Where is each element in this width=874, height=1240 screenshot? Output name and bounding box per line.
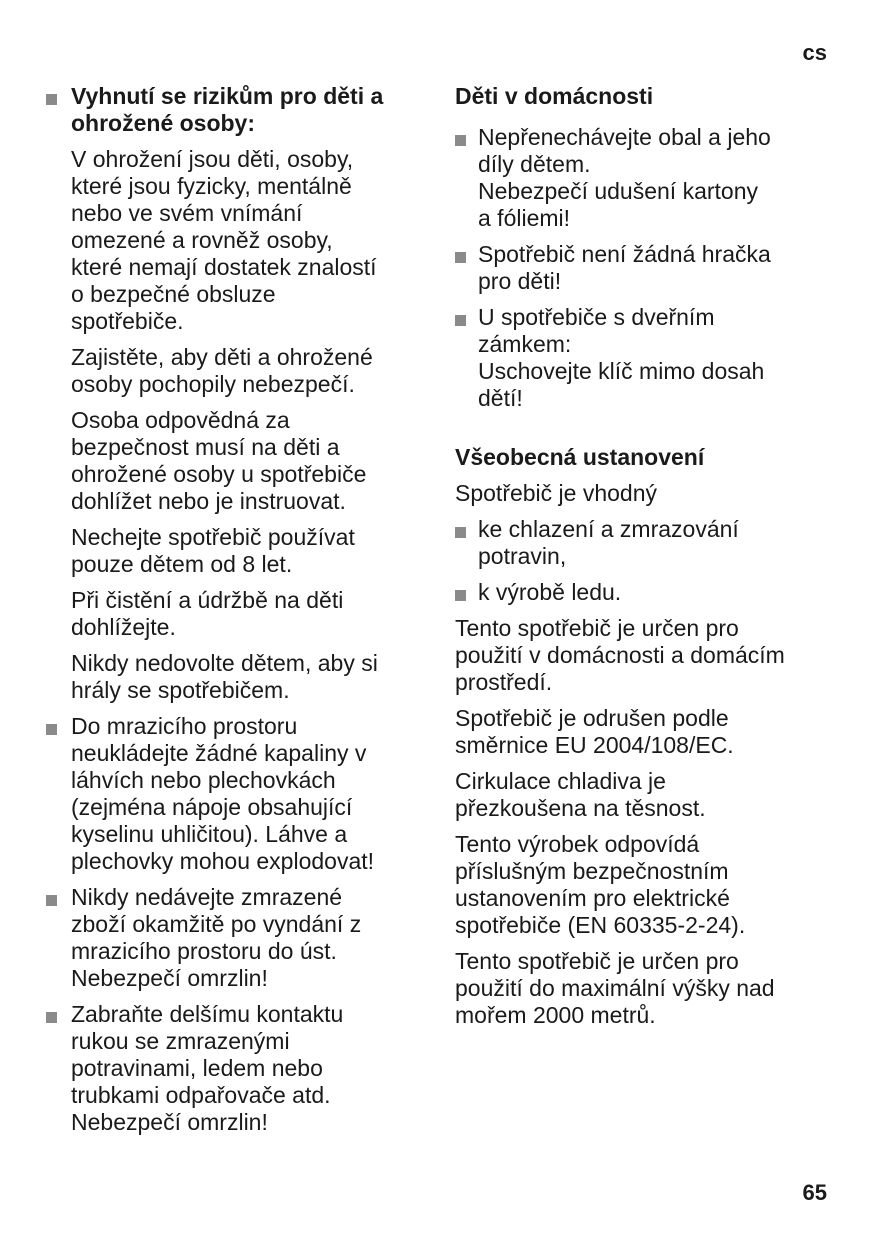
bullet-square-icon	[46, 1012, 57, 1023]
bullet-square-icon	[455, 590, 466, 601]
section-heading-children: Děti v domácnosti	[455, 83, 654, 109]
list-item: ke chlazení a zmrazování potravin,	[455, 516, 835, 570]
list-item-liquids	[44, 713, 424, 875]
list-item-frozen-goods	[44, 884, 424, 992]
intro-text: Spotřebič je vhodný	[455, 480, 658, 506]
paragraph: V ohrožení jsou děti, osoby, které jsou fyzicky, mentálně nebo ve svém vnímání omezené a rovněž osoby, které nemají dostatek znalostí o bezpečné obsluze spotřebiče.	[71, 146, 377, 334]
bullet-square-icon	[46, 724, 57, 735]
list-item: Spotřebič není žádná hračka pro děti!	[455, 241, 835, 295]
bullet-square-icon	[455, 527, 466, 538]
paragraph: Do mrazicího prostoru neukládejte žádné kapaliny v láhvích nebo plechovkách (zejména nápoje obsahující kyselinu uhličitou). Láhve a plechovky mohou explodovat!	[71, 713, 375, 874]
paragraph: Zabraňte delšímu kontaktu rukou se zmrazenými potravinami, ledem nebo trubkami odpařovače atd. Nebezpečí omrzlin!	[71, 1001, 344, 1135]
page-number: 65	[802, 1180, 827, 1205]
bullet-square-icon	[455, 315, 466, 326]
bullet-square-icon	[455, 252, 466, 263]
bullet-square-icon	[455, 135, 466, 146]
paragraph: Zajistěte, aby děti a ohrožené osoby pochopily nebezpečí.	[71, 344, 373, 397]
paragraph: Při čistění a údržbě na děti dohlížejte.	[71, 587, 344, 640]
paragraph: Cirkulace chladiva je přezkoušena na těsnost.	[455, 768, 706, 821]
paragraph: Nikdy nedovolte dětem, aby si hrály se spotřebičem.	[71, 650, 378, 703]
left-column	[44, 83, 424, 1145]
section-heading-general: Všeobecná ustanovení	[455, 444, 705, 470]
list-item-children-risk	[44, 83, 424, 704]
right-column	[455, 83, 835, 1038]
list-item-contact	[44, 1001, 424, 1136]
list-item: U spotřebiče s dveřním zámkem: Uschovejte klíč mimo dosah dětí!	[455, 304, 835, 412]
paragraph: Tento spotřebič je určen pro použití do maximální výšky nad mořem 2000 metrů.	[455, 948, 775, 1028]
paragraph: Tento spotřebič je určen pro použití v domácnosti a domácím prostředí.	[455, 615, 785, 695]
paragraph: Spotřebič je odrušen podle směrnice EU 2004/108/EC.	[455, 705, 734, 758]
language-code: cs	[802, 40, 827, 65]
paragraph: Osoba odpovědná za bezpečnost musí na děti a ohrožené osoby u spotřebiče dohlížet nebo je instruovat.	[71, 407, 367, 514]
paragraph: Nikdy nedávejte zmrazené zboží okamžitě po vyndání z mrazicího prostoru do úst. Nebezpečí omrzlin!	[71, 884, 362, 991]
bullet-square-icon	[46, 94, 57, 105]
item-title: Vyhnutí se rizikům pro děti a ohrožené osoby:	[71, 83, 384, 136]
paragraph: Tento výrobek odpovídá příslušným bezpečnostním ustanovením pro elektrické spotřebiče (EN 60335-2-24).	[455, 831, 746, 938]
list-item: Nepřenechávejte obal a jeho díly dětem. Nebezpečí udušení kartony a fóliemi!	[455, 124, 835, 232]
list-item: k výrobě ledu.	[455, 579, 835, 606]
bullet-square-icon	[46, 895, 57, 906]
paragraph: Nechejte spotřebič používat pouze dětem od 8 let.	[71, 524, 355, 577]
